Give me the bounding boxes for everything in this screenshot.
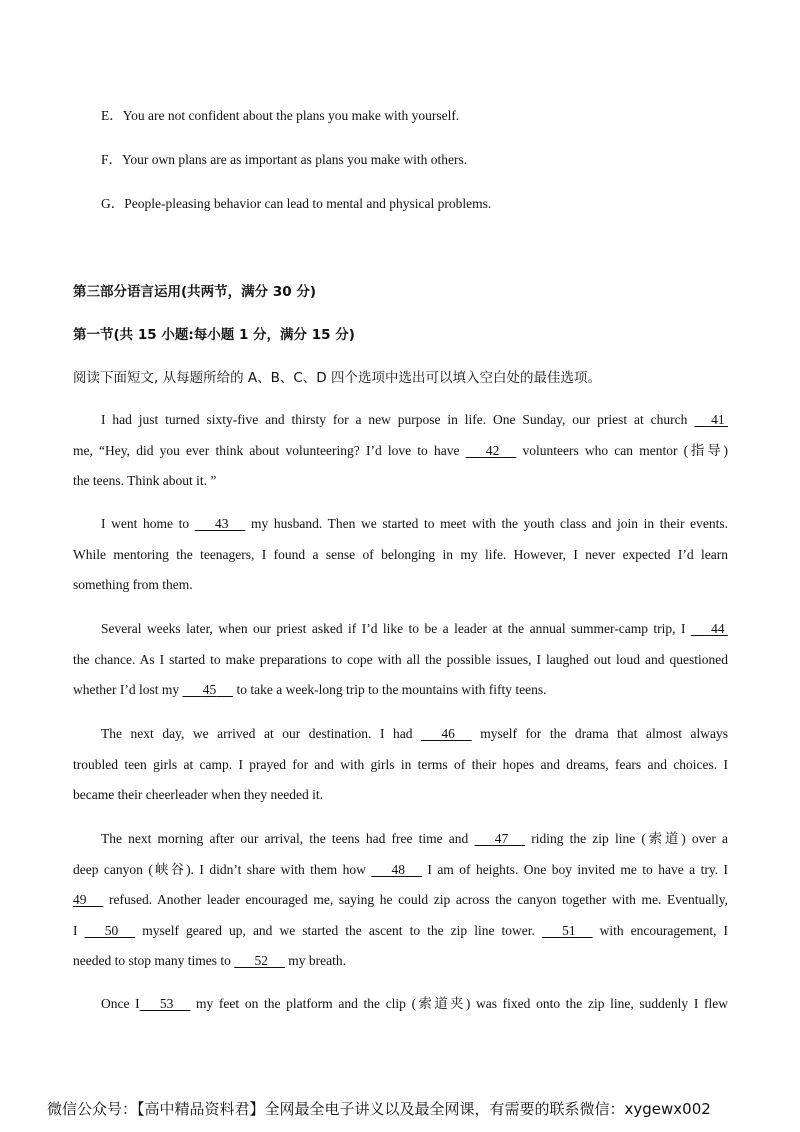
text: Once I	[101, 996, 140, 1011]
blank-44: 44	[711, 621, 725, 636]
paragraph-3	[73, 620, 728, 712]
text: While mentoring the teenagers, I found a sense of belonging in my life. However, I never expected I’d learn	[73, 546, 728, 562]
text: my breath.	[288, 953, 346, 968]
paragraph-2	[73, 515, 728, 607]
blank-41: 41	[711, 412, 725, 427]
instruction-text: 阅读下面短文, 从每题所给的 A、B、C、D 四个选项中选出可以填入空白处的最佳选项。	[73, 370, 601, 386]
paragraph-4	[73, 725, 728, 817]
text: whether I’d lost my	[73, 682, 180, 697]
option-f: F．Your own plans are as important as plans you make with others.	[101, 152, 468, 167]
text: riding the zip line (索道) over a	[531, 831, 729, 846]
section-title: 第一节(共 15 小题:每小题 1 分，满分 15 分)	[73, 327, 355, 343]
blank-48: 48	[391, 861, 406, 877]
blank-49: 49	[73, 892, 87, 907]
blank-50: 50	[104, 922, 119, 938]
text: Several weeks later, when our priest asked if I’d like to be a leader at the annual summer-camp trip, I	[101, 621, 686, 636]
text: refused. Another leader encouraged me, saying he could zip across the canyon together with me. Eventually,	[109, 892, 728, 907]
blank-43: 43	[214, 516, 229, 531]
text: something from them.	[73, 577, 193, 592]
text: I had just turned sixty-five and thirsty for a new purpose in life. One Sunday, our priest at church	[101, 412, 688, 427]
option-g: G．People-pleasing behavior can lead to mental and physical problems.	[101, 196, 492, 211]
blank-52: 52	[254, 953, 268, 968]
text: I	[73, 922, 78, 938]
text: myself geared up, and we started the ascent to the zip line tower.	[142, 922, 535, 938]
text: the teens. Think about it. ”	[73, 473, 217, 488]
text: I am of heights. One boy invited me to have a try. I	[427, 861, 729, 877]
blank-51: 51	[562, 922, 576, 938]
option-e: E．You are not confident about the plans you make with yourself.	[101, 108, 460, 123]
paragraph-6	[73, 995, 728, 1026]
blank-53: 53	[159, 996, 174, 1011]
text: my husband. Then we started to meet with the youth class and join in their events.	[250, 516, 728, 531]
text: troubled teen girls at camp. I prayed for and with girls in terms of their hopes and dreams, fears and choices. I	[73, 756, 728, 772]
text: The next morning after our arrival, the teens had free time and	[101, 831, 469, 846]
blank-46: 46	[441, 726, 455, 741]
text: deep canyon (峡谷). I didn’t share with them how	[73, 861, 366, 877]
footer-watermark: 微信公众号：【高中精品资料君】全网最全电子讲义以及最全网课，有需要的联系微信：xygewx002	[47, 1100, 711, 1118]
blank-42: 42	[485, 442, 500, 458]
text: volunteers who can mentor (指导)	[522, 442, 729, 458]
text: with encouragement, I	[599, 922, 729, 938]
text: needed to stop many times to	[73, 953, 231, 968]
text: my feet on the platform and the clip (索道夹) was fixed onto the zip line, suddenly I flew	[195, 996, 729, 1011]
text: I went home to	[101, 516, 190, 531]
paragraph-1	[73, 411, 728, 503]
blank-47: 47	[494, 831, 509, 846]
text: myself for the drama that almost always	[480, 726, 729, 741]
text: became their cheerleader when they needed it.	[73, 787, 323, 802]
part-title: 第三部分语言运用(共两节，满分 30 分)	[73, 284, 317, 300]
text: the chance. As I started to make preparations to cope with all the possible issues, I laughed out loud and questioned	[73, 651, 728, 667]
text: me, “Hey, did you ever think about volunteering? I’d love to have	[73, 442, 460, 458]
text: The next day, we arrived at our destination. I had	[101, 726, 413, 741]
paragraph-5	[73, 830, 728, 983]
blank-45: 45	[202, 682, 217, 697]
text: to take a week-long trip to the mountains with fifty teens.	[236, 682, 547, 697]
